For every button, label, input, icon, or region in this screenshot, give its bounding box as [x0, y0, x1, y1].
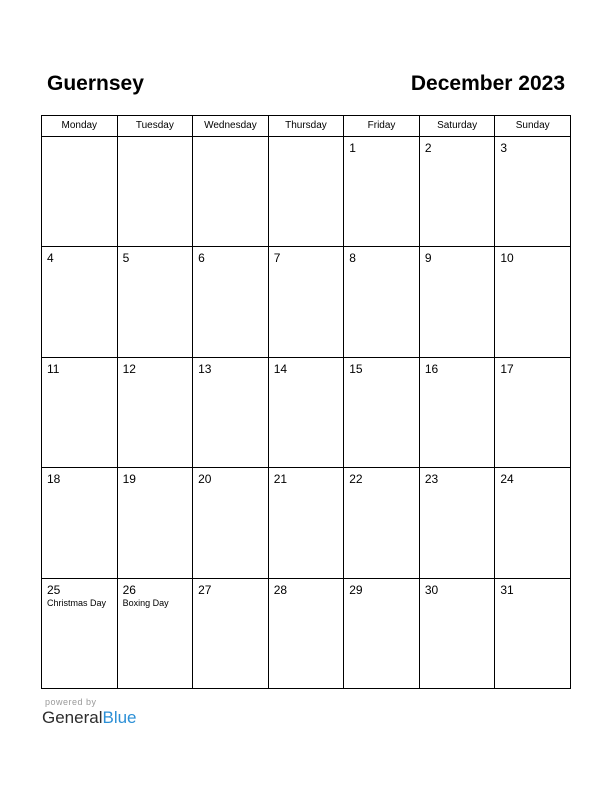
day-number: 8 [349, 251, 356, 266]
weekday-header: Thursday [268, 116, 344, 137]
day-number: 1 [349, 141, 356, 155]
day-cell [495, 357, 571, 467]
day-cell [344, 468, 420, 578]
day-cell [344, 137, 420, 247]
month-year-title: December 2023 [410, 72, 565, 95]
day-cell [42, 357, 118, 467]
day-number [118, 137, 193, 141]
day-number: 16 [424, 361, 439, 376]
holiday-label: Boxing Day [122, 597, 169, 608]
week-row [42, 137, 571, 247]
day-number: 30 [424, 582, 439, 597]
day-number: 23 [424, 472, 439, 487]
day-cell [193, 247, 269, 357]
day-number: 25 [47, 582, 61, 597]
week-row [42, 468, 571, 578]
day-cell [344, 247, 420, 357]
brand-logo[interactable] [42, 708, 137, 728]
day-number: 13 [198, 361, 212, 376]
week-row [42, 247, 571, 357]
day-number: 5 [122, 251, 130, 266]
day-cell [495, 468, 571, 578]
week-row [42, 578, 571, 688]
day-number: 12 [122, 361, 136, 376]
holiday-label: Christmas Day [47, 597, 107, 608]
day-number: 19 [122, 472, 136, 487]
day-number: 28 [273, 582, 288, 597]
day-number: 24 [500, 472, 514, 487]
day-cell [117, 357, 193, 467]
day-cell [495, 247, 571, 357]
day-cell [495, 578, 571, 688]
day-number: 10 [500, 251, 514, 266]
weekday-header: Monday [42, 116, 118, 137]
day-number: 20 [198, 472, 212, 487]
day-number: 18 [47, 472, 61, 487]
day-number: 29 [349, 582, 363, 597]
day-cell [42, 247, 118, 357]
day-cell [419, 468, 495, 578]
day-cell [419, 357, 495, 467]
day-number: 7 [273, 251, 281, 266]
day-cell [419, 137, 495, 247]
day-number: 2 [424, 141, 432, 155]
day-cell [268, 357, 344, 467]
day-cell [117, 578, 193, 688]
day-number [269, 137, 344, 141]
day-number: 4 [47, 251, 54, 266]
week-row [42, 357, 571, 467]
day-number: 6 [198, 251, 205, 266]
day-cell [42, 137, 118, 247]
day-cell [117, 468, 193, 578]
day-cell [193, 578, 269, 688]
day-cell [268, 137, 344, 247]
day-cell [42, 578, 118, 688]
day-cell [268, 468, 344, 578]
day-number: 11 [47, 361, 60, 376]
weekday-header-row [42, 116, 571, 137]
day-number [42, 137, 117, 141]
day-number: 31 [500, 582, 514, 597]
day-number: 21 [273, 472, 288, 487]
day-number: 22 [349, 472, 363, 487]
day-number: 9 [424, 251, 432, 266]
day-cell [117, 247, 193, 357]
day-cell [344, 357, 420, 467]
brand-name-general: General [42, 708, 103, 727]
day-cell [419, 247, 495, 357]
day-cell [193, 137, 269, 247]
day-cell [193, 468, 269, 578]
day-number: 17 [500, 361, 514, 376]
country-title: Guernsey [47, 72, 144, 95]
brand-name-blue: Blue [102, 708, 137, 727]
day-cell [419, 578, 495, 688]
day-cell [193, 357, 269, 467]
day-number: 3 [500, 141, 508, 155]
weekday-header: Tuesday [117, 116, 193, 137]
day-number: 15 [349, 361, 363, 376]
day-cell [495, 137, 571, 247]
day-number: 27 [198, 582, 212, 597]
day-number: 26 [122, 582, 136, 597]
calendar-grid [41, 115, 571, 689]
weekday-header: Wednesday [193, 116, 269, 137]
weekday-header: Friday [344, 116, 420, 137]
day-number: 14 [273, 361, 288, 376]
day-cell [268, 247, 344, 357]
day-cell [344, 578, 420, 688]
powered-by-text: powered by [45, 697, 97, 707]
day-cell [117, 137, 193, 247]
day-cell [42, 468, 118, 578]
day-number [193, 137, 268, 141]
day-cell [268, 578, 344, 688]
weekday-header: Sunday [495, 116, 571, 137]
weekday-header: Saturday [419, 116, 495, 137]
